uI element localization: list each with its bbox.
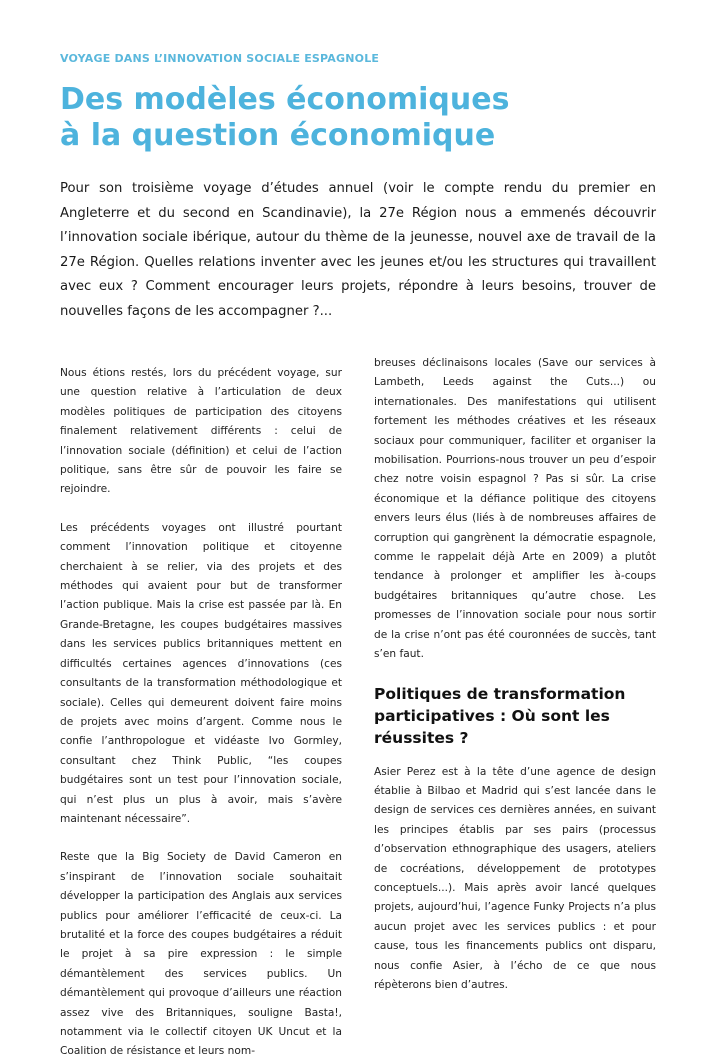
section-kicker: VOYAGE DANS L’INNOVATION SOCIALE ESPAGNOLE bbox=[60, 52, 380, 65]
article-title bbox=[60, 82, 509, 154]
right-paragraph-1: breuses déclinaisons locales (Save our services à Lambeth, Leeds against the Cuts...) ou internationales. Des manifestations qui utilisent fortement les méthodes créatives et les réseaux sociaux pour communiquer, faciliter et organiser la mobilisation. Pourrions-nous trouver un peu d’espoir chez notre voisin espagnol ? Pas si sûr. La crise économique et la défiance politique des citoyens envers leurs élus (liés à de nombreuses affaires de corruption qui gangrènent la démocratie espagnole, comme le rappelait déjà Arte en 2009) a plutôt tendance à prolonger et amplifier les à-coups budgétaires britanniques qu’autre chose. Les promesses de l’innovation sociale pour nous sortir de la crise n’ont pas été couronnées de succès, tant s’en faut. bbox=[374, 357, 656, 661]
right-column bbox=[374, 354, 656, 995]
left-paragraph-2: Les précédents voyages ont illustré pourtant comment l’innovation politique et citoyenne cherchaient à se relier, via des projets et des méthodes qui avaient pour but de transformer l’action publique. Mais la crise est passée par là. En Grande-Bretagne, les coupes budgétaires massives dans les services publics britanniques mettent en difficultés certaines agences d’innovations (ces consultants de la transformation méthodologique et sociale). Celles qui demeurent doivent faire moins de projets avec moins d’argent. Comme nous le confie l’anthropologue et vidéaste Ivo Gormley, consultant chez Think Public, “les coupes budgétaires sont un test pour l’innovation sociale, qui n’est plus un plus à avoir, mais s’avère maintenant nécessaire”. bbox=[60, 521, 342, 825]
right-paragraph-2: Asier Perez est à la tête d’une agence de design établie à Bilbao et Madrid qui s’est lancée dans le design de services ces dernières années, en suivant les principes établis par ses pairs (processus d’observation ethnographique des usagers, ateliers de cocréations, développement de prototypes conceptuels...). Mais après avoir lancé quelques projets, aujourd’hui, l’agence Funky Projects n’a plus aucun projet avec les services publics : et pour cause, tous les financements publics ont disparu, nous confie Asier, à l’écho de ce que nous répèterons bien d’autres. bbox=[374, 765, 656, 991]
left-paragraph-3: Reste que la Big Society de David Cameron en s’inspirant de l’innovation sociale souhaitait développer la participation des Anglais aux services publics pour améliorer l’efficacité de ceux-ci. La brutalité et la force des coupes budgétaires a réduit le projet à sa pire expression : le simple démantèlement des services publics. Un démantèlement qui provoque d’ailleurs une réaction assez vive des Britanniques, souligne Basta!, notamment via le collectif citoyen UK Uncut et la Coalition de résistance et leurs nom- bbox=[60, 851, 342, 1058]
left-paragraph-1: Nous étions restés, lors du précédent voyage, sur une question relative à l’articulation de deux modèles politiques de participation des citoyens finalement relativement différents : celui de l’innovation sociale (définition) et celui de l’action politique, sans être sûr de pouvoir les faire se rejoindre. bbox=[60, 367, 342, 496]
title-line-1: Des modèles économiques bbox=[60, 82, 510, 117]
section-subheading: Politiques de transformation participatives : Où sont les réussites ? bbox=[374, 684, 626, 747]
title-line-2: à la question économique bbox=[60, 118, 496, 153]
left-column bbox=[60, 364, 342, 1062]
article-page bbox=[60, 0, 656, 1058]
intro-paragraph: Pour son troisième voyage d’études annuel (voir le compte rendu du premier en Angleterre et du second en Scandinavie), la 27e Région nous a emmenés découvrir l’innovation sociale ibérique, autour du thème de la jeunesse, nouvel axe de travail de la 27e Région. Quelles relations inventer avec les jeunes et/ou les structures qui travaillent avec eux ? Comment encourager leurs projets, répondre à leurs besoins, trouver de nouvelles façons de les accompagner ?... bbox=[60, 181, 656, 319]
